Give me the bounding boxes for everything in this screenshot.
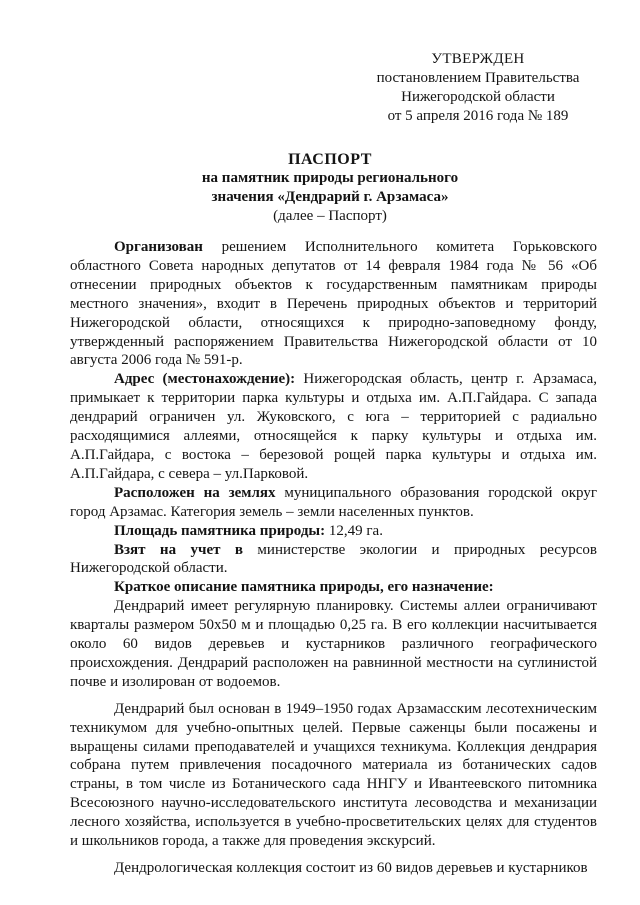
approval-line-1: постановлением Правительства [376, 70, 580, 86]
text-registered: министерстве экологии и природных ресурсов Нижегородской области. [70, 541, 598, 577]
label-registered: Взят на учет в [114, 541, 244, 558]
text-located: муниципального образования городской округ город Арзамас. Категория земель – земли населенных пунктов. [70, 484, 597, 520]
heading-line-1: на памятник природы регионального [201, 170, 459, 186]
approval-line-3: от 5 апреля 2016 года № 189 [387, 108, 569, 124]
paragraph-description-2: Дендрарий был основан в 1949–1950 годах Арзамасским лесотехническим техникумом для учебно-опытных целей. Первые саженцы были посажены и выращены силами преподавателей и учащихся техникума. Коллекция дендрария собрана путем привлечения посадочного материала из ботанических садов страны, в том числе из Ботанического сада ННГУ и Ивантеевского питомника Всесоюзного научно-исследовательского института лесоводства и механизации лесного хозяйства, используется в учебно-просветительских целях для студентов и школьников города, а также для проведения экскурсий. [70, 700, 597, 850]
label-area: Площадь памятника природы: [114, 522, 326, 539]
approval-stamp [362, 50, 594, 126]
paragraph-address [70, 370, 597, 483]
paragraph-description-1: Дендрарий имеет регулярную планировку. Системы аллеи ограничивают кварталы размером 50х50 м и площадью 0,25 га. В его коллекции насчитывается около 60 видов деревьев и кустарников различного географического происхождения. Дендрарий расположен на равнинной местности на суглинистой почве и изолирован от водоемов. [70, 598, 597, 690]
document-body [70, 238, 597, 878]
paragraph-description-3: Дендрологическая коллекция состоит из 60 видов деревьев и кустарников [114, 860, 588, 876]
paragraph-located [70, 484, 597, 522]
label-description: Краткое описание памятника природы, его назначение: [114, 579, 494, 596]
approval-title: УТВЕРЖДЕН [431, 51, 525, 67]
heading-line-3: (далее – Паспорт) [273, 208, 387, 224]
paragraph-area [70, 522, 597, 541]
text-area: 12,49 га. [325, 522, 383, 539]
document-title: ПАСПОРТ [288, 151, 372, 168]
label-located: Расположен на землях [114, 484, 276, 501]
label-address: Адрес (местонахождение): [114, 371, 296, 388]
heading-line-2: значения «Дендрарий г. Арзамаса» [211, 189, 449, 205]
text-address: Нижегородская область, центр г. Арзамаса, примыкает к территории парка культуры и отдыха им. А.П.Гайдара. С запада дендрарий ограничен ул. Жуковского, с юга – территорией с радиально расходящимися аллеями, относящейся к парку культуры и отдыха им. А.П.Гайдара, с востока – березовой рощей парка культуры и отдыха им. А.П.Гайдара, с севера – ул.Парковой. [70, 371, 597, 482]
paragraph-organized [70, 238, 597, 370]
paragraph-registered [70, 541, 597, 579]
approval-line-2: Нижегородской области [401, 89, 555, 105]
paragraph-description-heading [70, 578, 597, 597]
label-organized: Организован [114, 239, 203, 255]
text-organized: решением Исполнительного комитета Горьковского областного Совета народных депутатов от 14 февраля 1984 года № 56 «Об отнесении природных объектов к государственным памятникам природы местного значения», входит в Перечень природных объектов и территорий Нижегородской области, относящихся к природно-заповедному фонду, утвержденный распоряжением Правительства Нижегородской области от 10 августа 2006 года № 591-р. [70, 239, 597, 369]
document-heading [140, 150, 520, 226]
